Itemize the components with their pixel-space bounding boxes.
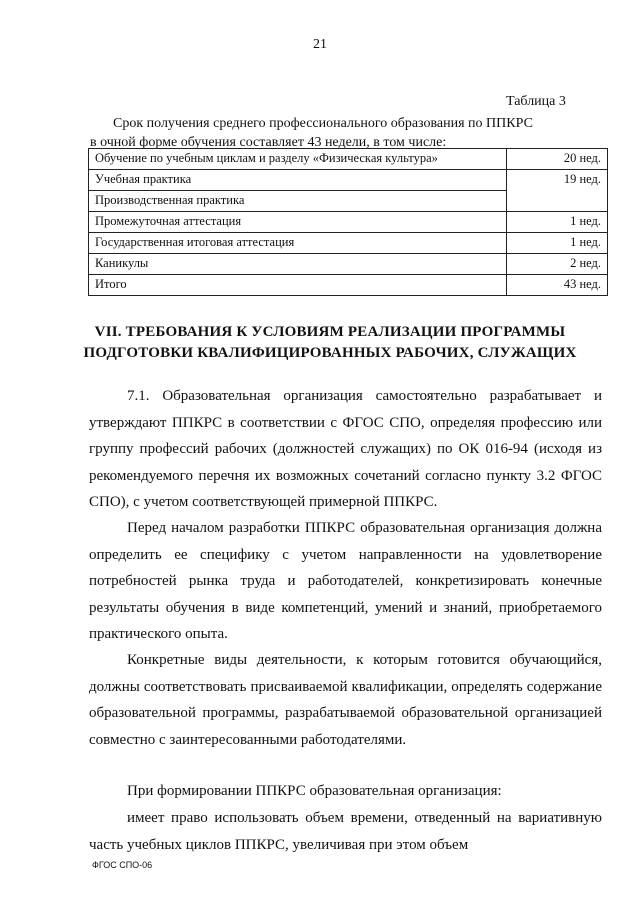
paragraph [89,647,602,753]
table-row [89,212,608,233]
table-row [89,275,608,296]
paragraph [89,515,602,648]
row-value: 1 нед. [507,212,608,233]
table-row [89,254,608,275]
row-label: Государственная итоговая аттестация [89,233,507,254]
row-label: Обучение по учебным циклам и разделу «Физическая культура» [89,149,507,170]
page-number: 21 [313,37,327,52]
paragraph-text: Перед началом разработки ППКРС образовательная организация должна определить ее специфику с учетом направленности на удовлетворение потребностей рынка труда и работодателей, конкретизировать конечные результаты обучения в виде компетенций, умений и знаний, приобретаемого практического опыта. [89,520,602,642]
section-heading-line1: VII. ТРЕБОВАНИЯ К УСЛОВИЯМ РЕАЛИЗАЦИИ ПРОГРАММЫ [94,324,566,340]
study-terms-table [88,148,608,296]
paragraph [89,383,602,516]
table-title-line2: в очной форме обучения составляет 43 недели, в том числе: [90,135,447,150]
row-value: 19 нед. [507,170,608,212]
row-label: Итого [89,275,507,296]
row-value: 2 нед. [507,254,608,275]
paragraph-text: При формировании ППКРС образовательная организация: [127,783,502,799]
paragraph [89,805,602,858]
row-value: 1 нед. [507,233,608,254]
section-heading [70,322,590,364]
paragraph-text: 7.1. Образовательная организация самостоятельно разрабатывает и утверждают ППКРС в соответствии с ФГОС СПО, определяя профессию или группу профессий рабочих (должностей служащих) по ОК 016-94 (исходя из рекомендуемого перечня их возможных сочетаний согласно пункту 3.2 ФГОС СПО), с учетом соответствующей примерной ППКРС. [89,388,602,510]
row-value: 43 нед. [507,275,608,296]
row-label: Производственная практика [89,191,507,212]
table-row [89,149,608,170]
table-title-line1: Срок получения среднего профессионального образования по ППКРС [113,116,533,131]
row-value: 20 нед. [507,149,608,170]
paragraph-text: имеет право использовать объем времени, отведенный на вариативную часть учебных циклов ППКРС, увеличивая при этом объем [89,810,602,853]
row-label: Промежуточная аттестация [89,212,507,233]
paragraph [89,778,602,805]
table-title [90,114,610,152]
table-row [89,233,608,254]
row-label: Каникулы [89,254,507,275]
row-label: Учебная практика [89,170,507,191]
section-heading-line2: ПОДГОТОВКИ КВАЛИФИЦИРОВАННЫХ РАБОЧИХ, СЛУЖАЩИХ [83,345,577,361]
table-row [89,170,608,191]
document-footer: ФГОС СПО-06 [92,860,153,870]
paragraph-text: Конкретные виды деятельности, к которым готовится обучающийся, должны соответствовать присваиваемой квалификации, определять содержание образовательной программы, разрабатываемой образовательной организацией совместно с заинтересованными работодателями. [89,652,602,748]
table-caption: Таблица 3 [506,94,566,109]
